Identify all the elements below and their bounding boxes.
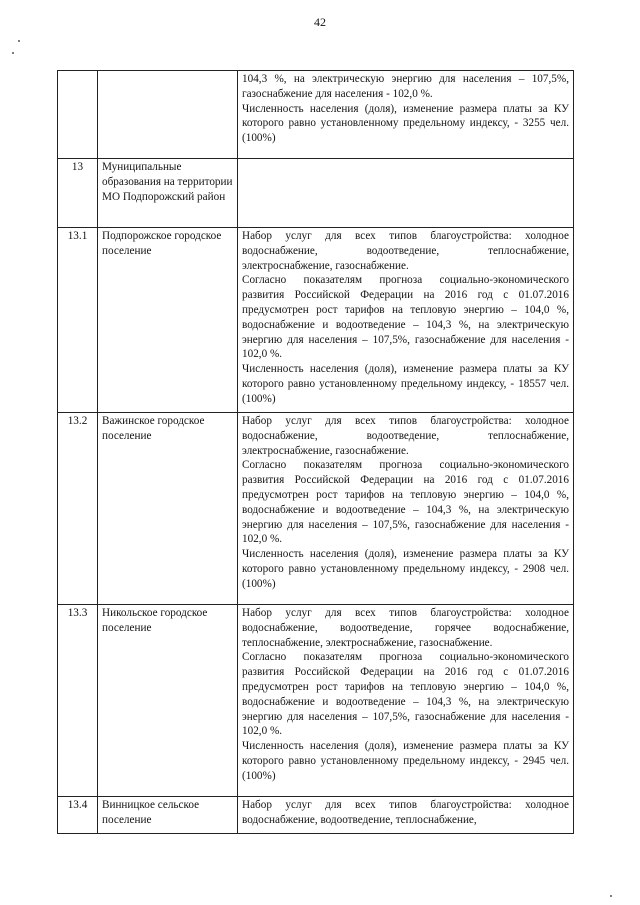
municipality-name: Никольское городское поселение bbox=[98, 605, 238, 797]
tariff-table bbox=[57, 70, 574, 834]
description-paragraph: Набор услуг для всех типов благоустройства: холодное водоснабжение, водоотведение, горячее водоснабжение, теплоснабжение, электроснабжение, газоснабжение. bbox=[242, 607, 569, 649]
table-row bbox=[58, 159, 574, 228]
description-paragraph: Набор услуг для всех типов благоустройства: холодное водоснабжение, водоотведение, теплоснабжение, электроснабжение, газоснабжение. bbox=[242, 415, 569, 457]
description-paragraph: Набор услуг для всех типов благоустройства: холодное водоснабжение, водоотведение, теплоснабжение, электроснабжение, газоснабжение. bbox=[242, 230, 569, 272]
services-description bbox=[238, 797, 574, 834]
description-paragraph: Согласно показателям прогноза социально-экономического развития Российской Федерации на 2016 год с 01.07.2016 предусмотрен рост тарифов на тепловую энергию – 104,0 %, водоснабжение и водоотведение – 104,3 %, на электрическую энергию для населения – 107,5%, газоснабжение для населения - 102,0 %. bbox=[242, 274, 569, 361]
description-paragraph: Численность населения (доля), изменение размера платы за КУ которого равно установленному предельному индексу, - 18557 чел. (100%) bbox=[242, 363, 569, 405]
description-paragraph: Численность населения (доля), изменение размера платы за КУ которого равно установленному предельному индексу, - 2945 чел. (100%) bbox=[242, 740, 569, 782]
page-number: 42 bbox=[314, 15, 326, 29]
description-paragraph: Согласно показателям прогноза социально-экономического развития Российской Федерации на 2016 год с 01.07.2016 предусмотрен рост тарифов на тепловую энергию – 104,0 %, водоснабжение и водоотведение – 104,3 %, на электрическую энергию для населения – 107,5%, газоснабжение для населения - 102,0 %. bbox=[242, 651, 569, 738]
description-paragraph: 104,3 %, на электрическую энергию для населения – 107,5%, газоснабжение для населения - 102,0 %. bbox=[242, 73, 569, 100]
row-number: 13 bbox=[58, 159, 98, 228]
table-row bbox=[58, 797, 574, 834]
scan-speck bbox=[610, 895, 612, 897]
municipality-name bbox=[98, 71, 238, 159]
scan-speck bbox=[18, 40, 20, 42]
table-row bbox=[58, 228, 574, 413]
municipality-name: Муниципальные образования на территории МО Подпорожский район bbox=[98, 159, 238, 228]
municipality-name: Подпорожское городское поселение bbox=[98, 228, 238, 413]
description-paragraph: Численность населения (доля), изменение размера платы за КУ которого равно установленному предельному индексу, - 2908 чел. (100%) bbox=[242, 548, 569, 590]
table-row bbox=[58, 71, 574, 159]
scan-speck bbox=[12, 52, 14, 54]
table-row bbox=[58, 413, 574, 605]
description-paragraph: Численность населения (доля), изменение размера платы за КУ которого равно установленному предельному индексу, - 3255 чел. (100%) bbox=[242, 102, 569, 145]
services-description bbox=[238, 159, 574, 228]
description-paragraph: Набор услуг для всех типов благоустройства: холодное водоснабжение, водоотведение, теплоснабжение, bbox=[242, 799, 569, 826]
municipality-name: Винницкое сельское поселение bbox=[98, 797, 238, 834]
row-number bbox=[58, 71, 98, 159]
services-description bbox=[238, 605, 574, 797]
services-description bbox=[238, 228, 574, 413]
services-description bbox=[238, 71, 574, 159]
description-paragraph: Согласно показателям прогноза социально-экономического развития Российской Федерации на 2016 год с 01.07.2016 предусмотрен рост тарифов на тепловую энергию – 104,0 %, водоснабжение и водоотведение – 104,3 %, на электрическую энергию для населения – 107,5%, газоснабжение для населения - 102,0 %. bbox=[242, 459, 569, 546]
row-number: 13.2 bbox=[58, 413, 98, 605]
municipality-name: Важинское городское поселение bbox=[98, 413, 238, 605]
row-number: 13.3 bbox=[58, 605, 98, 797]
row-number: 13.1 bbox=[58, 228, 98, 413]
services-description bbox=[238, 413, 574, 605]
row-number: 13.4 bbox=[58, 797, 98, 834]
table-row bbox=[58, 605, 574, 797]
